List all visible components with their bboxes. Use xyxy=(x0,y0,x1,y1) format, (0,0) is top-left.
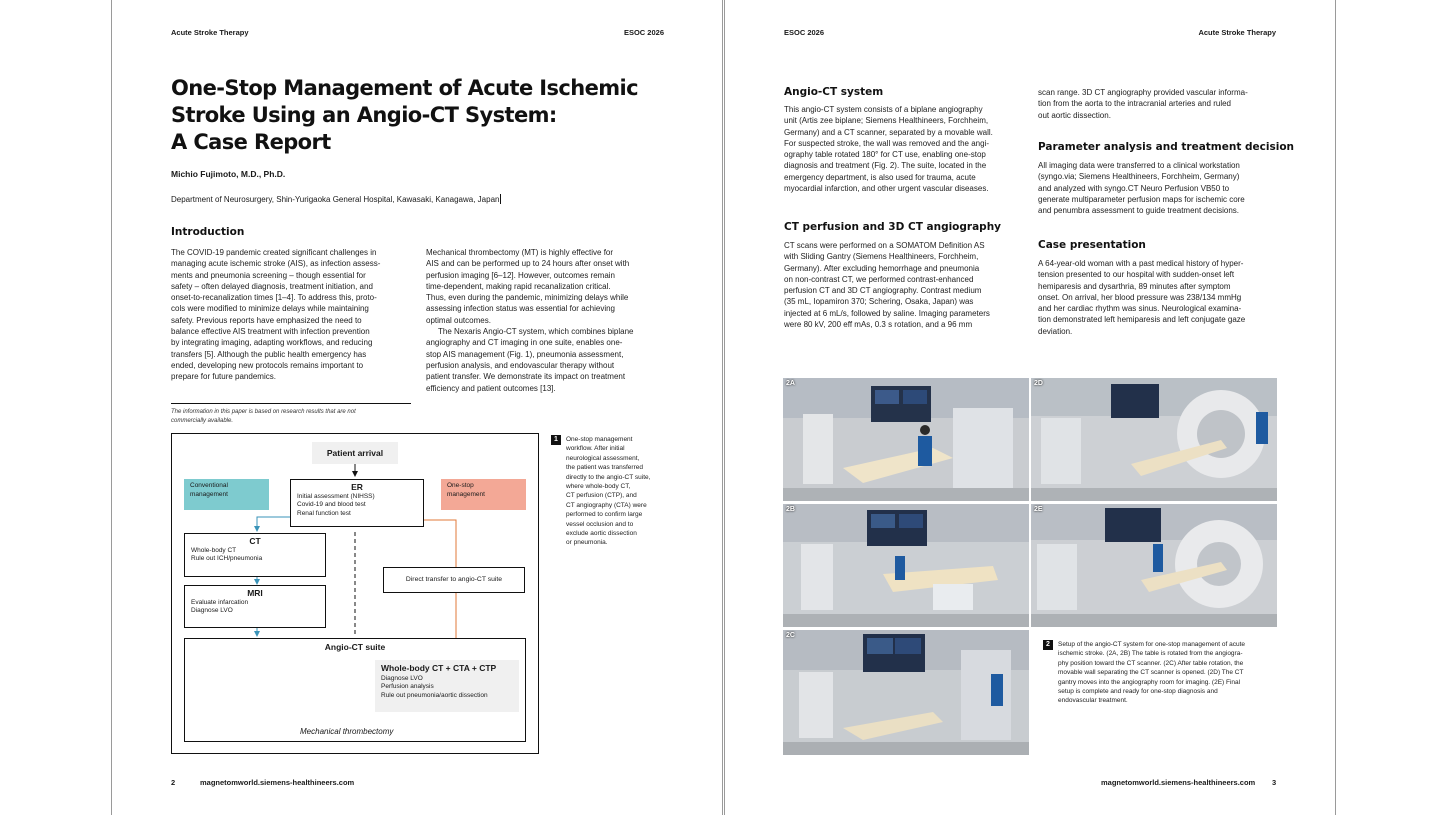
text-line: emergency department, is also used for trauma, acute xyxy=(784,172,976,182)
mechanical-thrombectomy-label: Mechanical thrombectomy xyxy=(300,727,394,736)
footer-url[interactable]: magnetomworld.siemens-healthineers.com xyxy=(200,778,355,787)
text-line: All imaging data were transferred to a clinical workstation xyxy=(1038,161,1240,170)
section-heading-introduction: Introduction xyxy=(171,226,245,238)
label-line: Conventional xyxy=(190,482,228,489)
text-line: balance effective AIS treatment with infection prevention xyxy=(171,327,370,337)
text-line: perfusion analysis, and endovascular therapy without xyxy=(426,360,615,370)
caption-line: performed to confirm large xyxy=(566,511,643,519)
text-line: prepare for future pandemics. xyxy=(171,372,276,382)
caption-line: directly to the angio-CT suite, xyxy=(566,473,651,481)
caption-line: movable wall separating the CT scanner is opened. (2D) The CT xyxy=(1058,669,1244,677)
figure-1-caption xyxy=(566,435,676,548)
footnote xyxy=(171,408,411,425)
caption-line: setup is complete and ready for one-stop diagnosis and xyxy=(1058,688,1218,696)
text-line: The Nexaris Angio-CT system, which combines biplane xyxy=(438,327,634,337)
text-line: Mechanical thrombectomy (MT) is highly effective for xyxy=(426,248,614,257)
er-line: Initial assessment (NIHSS) xyxy=(297,492,375,500)
caption-line: neurological assessment, xyxy=(566,454,640,462)
photo-label: 2D xyxy=(1034,380,1043,387)
whole-body-ct-box xyxy=(375,660,519,712)
intro-column-2 xyxy=(426,247,671,394)
ct-perfusion-text xyxy=(784,240,1029,330)
text-line: CT scans were performed on a SOMATOM Definition AS xyxy=(784,241,985,250)
text-line: with Sliding Gantry (Siemens Healthineers, Forchheim, xyxy=(784,252,979,262)
caption-line: One-stop management xyxy=(566,436,633,443)
case-presentation-text xyxy=(1038,258,1283,337)
mri-title: MRI xyxy=(247,588,263,598)
arrow-er-to-ct xyxy=(257,517,290,531)
photo-illustration xyxy=(783,378,1029,501)
photo-illustration xyxy=(783,630,1029,755)
footnote-line: The information in this paper is based on research results that are not xyxy=(171,409,356,415)
text-line: Thus, even during the pandemic, minimizing delays while xyxy=(426,293,629,303)
page-2 xyxy=(111,0,723,815)
onestop-label xyxy=(441,479,526,510)
text-line: hemiparesis and dysarthria, 89 minutes after symptom xyxy=(1038,281,1231,291)
photo-illustration xyxy=(783,504,1029,627)
affiliation-text: Department of Neurosurgery, Shin-Yurigaoka General Hospital, Kawasaki, Kanagawa, Japan xyxy=(171,195,500,204)
author: Michio Fujimoto, M.D., Ph.D. xyxy=(171,169,286,179)
text-line: The COVID-19 pandemic created significant challenges in xyxy=(171,248,377,257)
title-line: A Case Report xyxy=(171,130,331,154)
text-line: (35 mL, Iopamiron 370; Schering, Osaka, Japan) was xyxy=(784,297,974,307)
parameter-analysis-text xyxy=(1038,160,1283,216)
text-line: and penumbra assessment to guide treatment decisions. xyxy=(1038,206,1240,216)
text-line: myocardial infarction, and other urgent vascular diseases. xyxy=(784,184,989,194)
section-heading-parameter-analysis: Parameter analysis and treatment decision xyxy=(1038,141,1295,153)
er-line: Renal function test xyxy=(297,509,351,517)
caption-line: the patient was transferred xyxy=(566,464,643,472)
caption-line: exclude aortic dissection xyxy=(566,530,637,538)
mri-box xyxy=(184,585,326,628)
text-line: AIS and can be performed up to 24 hours after onset with xyxy=(426,259,630,269)
caption-line: where whole-body CT, xyxy=(566,483,631,491)
text-line: efficiency and patient outcomes [13]. xyxy=(426,383,556,393)
text-line: generate multiparameter perfusion maps for ischemic core xyxy=(1038,194,1245,204)
text-line: by integrating imaging, adapting workflows, and reducing xyxy=(171,338,373,348)
angio-ct-text xyxy=(784,104,1029,194)
text-line: Germany). After excluding hemorrhage and pneumonia xyxy=(784,263,980,273)
text-line: onset. On arrival, her blood pressure was 238/134 mmHg xyxy=(1038,292,1242,302)
photo-2e xyxy=(1031,504,1277,627)
text-line: on non-contrast CT, we performed contrast-enhanced xyxy=(784,274,974,284)
text-line: tension presented to our hospital with sudden-onset left xyxy=(1038,270,1235,280)
suite-title: Angio-CT suite xyxy=(324,642,386,652)
caption-line: CT angiography (CTA) were xyxy=(566,501,647,509)
affiliation xyxy=(171,194,501,204)
label-line: One-stop xyxy=(447,482,474,489)
wb-line: Perfusion analysis xyxy=(381,683,434,690)
text-line: angiography and CT imaging in one suite, enables one- xyxy=(426,338,623,348)
footnote-line: commercially available. xyxy=(171,417,234,424)
caption-line: CT perfusion (CTP), and xyxy=(566,492,637,500)
running-head: Acute Stroke Therapy xyxy=(1198,28,1276,37)
text-line: (syngo.via; Siemens Healthineers, Forchheim, Germany) xyxy=(1038,172,1240,182)
direct-transfer-box: Direct transfer to angio-CT suite xyxy=(383,567,525,593)
text-line: ography table rotated 180° for CT use, enabling one-stop xyxy=(784,150,986,160)
running-head-left: ESOC 2026 xyxy=(784,28,825,37)
text-line: assessing infection status was essential for achieving xyxy=(426,304,615,314)
photo-label: 2E xyxy=(1034,506,1043,513)
text-line: cols were modified to minimize delays while maintaining xyxy=(171,304,369,314)
photo-label: 2C xyxy=(786,632,795,639)
text-line: For suspected stroke, the wall was removed and the angi- xyxy=(784,138,989,148)
page-number: 2 xyxy=(171,778,176,787)
article-title xyxy=(171,75,638,156)
figure-1-workflow xyxy=(171,433,539,754)
patient-arrival-box: Patient arrival xyxy=(312,442,398,464)
section-heading-angio-ct: Angio-CT system xyxy=(784,86,884,98)
label-line: management xyxy=(190,490,228,498)
text-cursor xyxy=(500,194,501,204)
text-line: scan range. 3D CT angiography provided vascular informa- xyxy=(1038,88,1248,97)
ct-line: Whole-body CT xyxy=(191,546,237,554)
photo-2d xyxy=(1031,378,1277,501)
text-line: managing acute ischemic stroke (AIS), as infection assess- xyxy=(171,259,381,269)
ct-title: CT xyxy=(249,536,261,546)
page-3 xyxy=(724,0,1336,815)
text-line: tion from the aorta to the intracranial arteries and ruled xyxy=(1038,99,1231,109)
text-line: diagnosis and treatment (Fig. 2). The suite, located in the xyxy=(784,161,987,171)
er-title: ER xyxy=(351,482,363,492)
figure-1-number: 1 xyxy=(551,435,561,445)
caption-line: Setup of the angio-CT system for one-stop management of acute xyxy=(1058,641,1246,648)
er-line: Covid-19 and blood test xyxy=(297,501,366,508)
text-line: This angio-CT system consists of a biplane angiography xyxy=(784,105,983,114)
caption-line: or pneumonia. xyxy=(566,539,608,547)
text-line: optimal outcomes. xyxy=(426,315,491,325)
conventional-label xyxy=(184,479,269,510)
text-line: and her cardiac rhythm was sinus. Neurological examina- xyxy=(1038,304,1242,314)
text-line: stop AIS management (Fig. 1), pneumonia assessment, xyxy=(426,349,624,359)
caption-line: workflow. After initial xyxy=(566,445,625,453)
page-number: 3 xyxy=(1272,778,1277,787)
figure-2-number: 2 xyxy=(1043,640,1053,650)
caption-line: vessel occlusion and to xyxy=(566,520,634,528)
text-line: perfusion imaging [6–12]. However, outcomes remain xyxy=(426,270,615,280)
photo-2c xyxy=(783,630,1029,755)
text-line: A 64-year-old woman with a past medical history of hyper- xyxy=(1038,259,1244,268)
text-line: safety. Previous reports have emphasized the need to xyxy=(171,315,362,325)
section-heading-case-presentation: Case presentation xyxy=(1038,239,1146,251)
footnote-rule xyxy=(171,403,411,404)
section-heading-ct-perfusion: CT perfusion and 3D CT angiography xyxy=(784,221,1002,233)
figure-2-caption xyxy=(1058,640,1288,706)
ct-line: Rule out ICH/pneumonia xyxy=(191,555,263,562)
text-line: Germany) and a CT scanner, separated by a movable wall. xyxy=(784,127,993,137)
photo-label: 2A xyxy=(786,380,795,387)
text-line: perfusion CT and 3D CT angiography. Contrast medium xyxy=(784,286,982,296)
text-line: out aortic dissection. xyxy=(1038,110,1111,120)
text-line: and analyzed with syngo.CT Neuro Perfusion VB50 to xyxy=(1038,183,1230,193)
photo-label: 2B xyxy=(786,506,795,513)
text-line: patient transfer. We demonstrate its impact on treatment xyxy=(426,372,626,382)
title-line: Stroke Using an Angio-CT System: xyxy=(171,103,557,127)
text-line: transfers [5]. Although the public health emergency has xyxy=(171,349,367,359)
text-line: ended, developing new protocols remains important to xyxy=(171,360,364,370)
wb-line: Diagnose LVO xyxy=(381,674,423,682)
title-line: One-Stop Management of Acute Ischemic xyxy=(171,76,638,100)
caption-line: phy position toward the CT scanner. (2C) After table rotation, the xyxy=(1058,659,1244,667)
text-line: onset-to-recanalization times [1–4]. To address this, proto- xyxy=(171,293,377,303)
photo-2b xyxy=(783,504,1029,627)
mri-line: Evaluate infarcation xyxy=(191,598,249,606)
photo-2a xyxy=(783,378,1029,501)
intro-column-1 xyxy=(171,247,416,383)
caption-line: ischemic stroke. (2A, 2B) The table is rotated from the angiogra- xyxy=(1058,650,1243,658)
mri-line: Diagnose LVO xyxy=(191,607,233,614)
ct-perfusion-text-continued xyxy=(1038,87,1283,121)
text-line: injected at 6 mL/s, followed by saline. Imaging parameters xyxy=(784,308,990,318)
text-line: tion demonstrated left hemiparesis and left conjugate gaze xyxy=(1038,315,1246,325)
photo-illustration xyxy=(1031,378,1277,501)
text-line: ments and pneumonia screening – though essential for xyxy=(171,270,366,280)
text-line: were 80 kV, 200 eff mAs, 0.3 s rotation, and a 96 mm xyxy=(784,320,973,330)
photo-illustration xyxy=(1031,504,1277,627)
label-line: management xyxy=(447,490,485,498)
text-line: deviation. xyxy=(1038,326,1073,336)
caption-line: endovascular treatment. xyxy=(1058,697,1128,705)
caption-line: gantry moves into the angiography room for imaging. (2E) Final xyxy=(1058,678,1241,686)
text-line: unit (Artis zee biplane; Siemens Healthineers, Forchheim, xyxy=(784,116,989,126)
footer-url[interactable]: magnetomworld.siemens-healthineers.com xyxy=(1101,778,1256,787)
text-line: safety – often delayed diagnosis, treatment initiation, and xyxy=(171,281,373,291)
text-line: time-dependent, making rapid recanalization critical. xyxy=(426,281,611,291)
running-head: Acute Stroke Therapy xyxy=(171,28,249,37)
ct-box xyxy=(184,533,326,577)
running-head-right: ESOC 2026 xyxy=(623,28,664,37)
wb-line: Rule out pneumonia/aortic dissection xyxy=(381,691,488,699)
er-box xyxy=(290,479,424,527)
wb-title: Whole-body CT + CTA + CTP xyxy=(381,663,497,673)
